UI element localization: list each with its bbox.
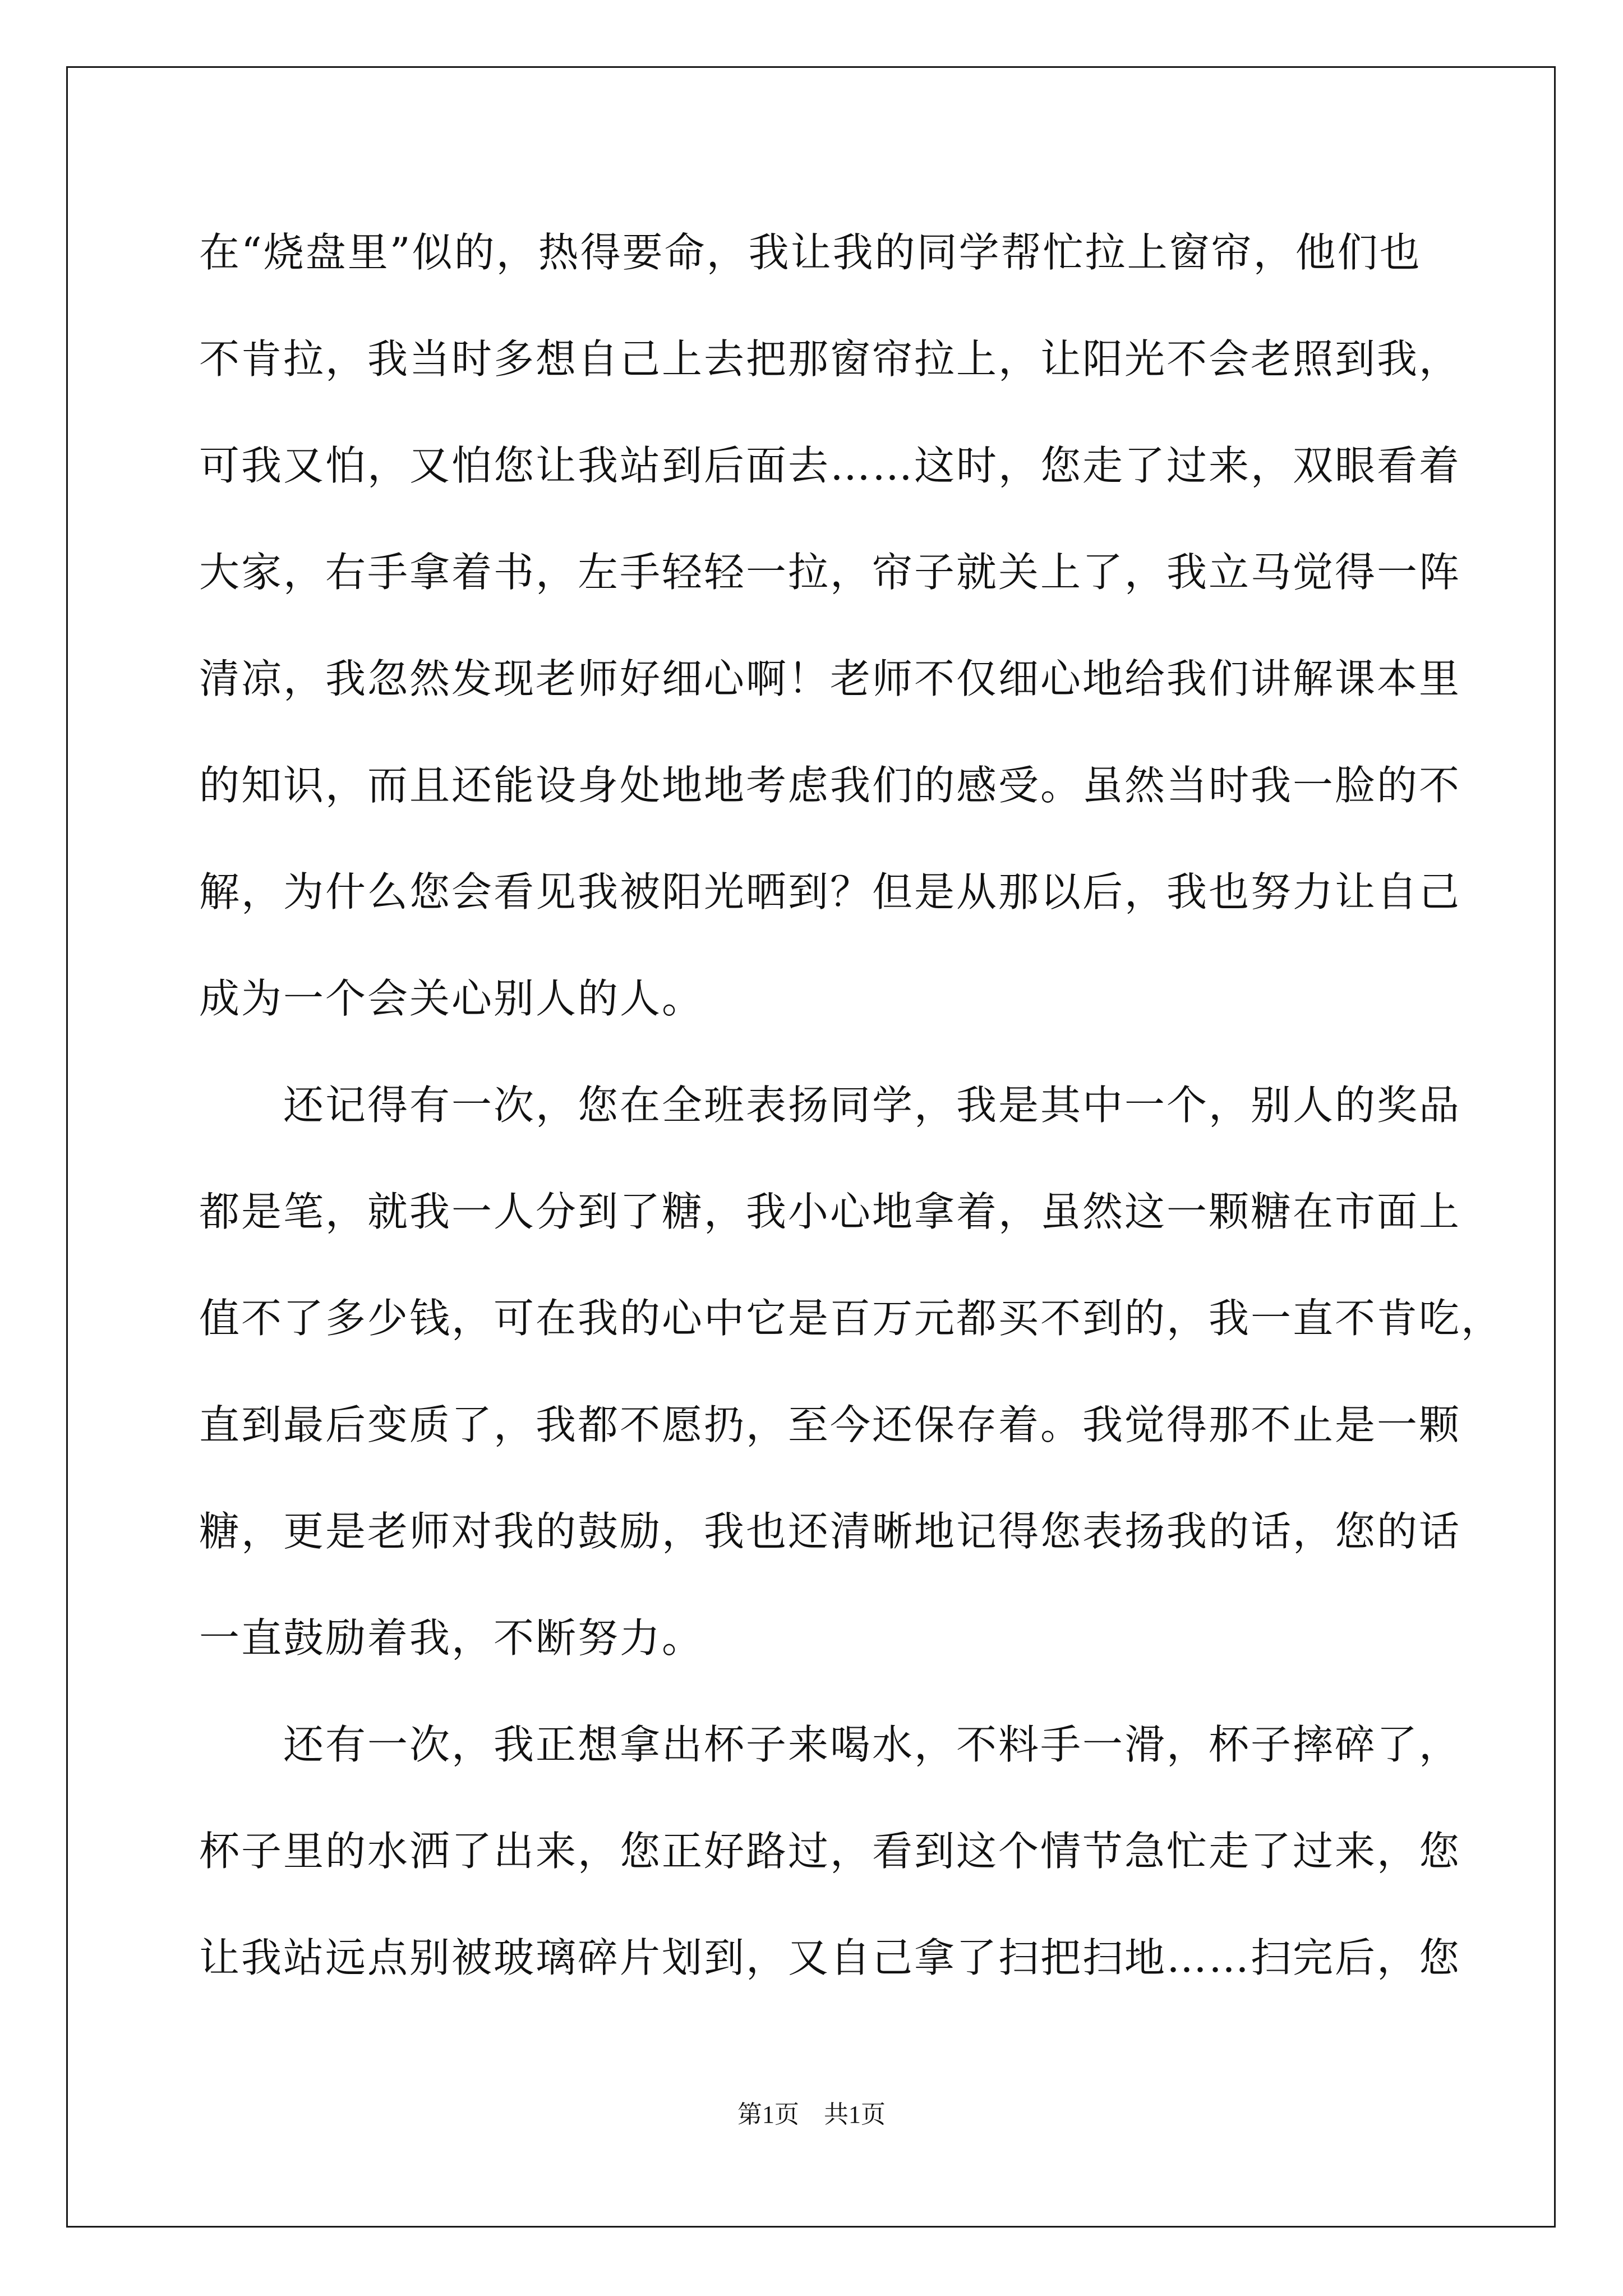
text-line: 成为一个会关心别人的人。 [199, 975, 704, 1022]
text-line: 的知识，而且还能设身处地地考虑我们的感受。虽然当时我一脸的不 [199, 762, 1461, 809]
text-line: 在“烧盘里”似的，热得要命，我让我的同学帮忙拉上窗帘，他们也 [199, 229, 1422, 276]
page-number: 第1页 共1页 [737, 2101, 886, 2128]
document-body [199, 199, 1504, 2011]
text-line: 不肯拉，我当时多想自己上去把那窗帘拉上，让阳光不会老照到我， [199, 335, 1461, 383]
text-line: 值不了多少钱，可在我的心中它是百万元都买不到的，我一直不肯吃， [199, 1295, 1504, 1342]
text-line: 解，为什么您会看见我被阳光晒到？但是从那以后，我也努力让自己 [199, 868, 1461, 915]
text-line: 清凉，我忽然发现老师好细心啊！老师不仅细心地给我们讲解课本里 [199, 655, 1461, 702]
text-line: 让我站远点别被玻璃碎片划到，又自己拿了扫把扫地……扫完后，您 [199, 1934, 1461, 1981]
text-line: 还有一次，我正想拿出杯子来喝水，不料手一滑，杯子摔碎了， [199, 1721, 1461, 1768]
text-line: 还记得有一次，您在全班表扬同学，我是其中一个，别人的奖品 [199, 1082, 1461, 1129]
text-line: 可我又怕，又怕您让我站到后面去……这时，您走了过来，双眼看着 [199, 442, 1461, 489]
text-line: 一直鼓励着我，不断努力。 [199, 1614, 704, 1662]
text-line: 杯子里的水洒了出来，您正好路过，看到这个情节急忙走了过来，您 [199, 1828, 1461, 1875]
text-line: 糖，更是老师对我的鼓励，我也还清晰地记得您表扬我的话，您的话 [199, 1508, 1461, 1555]
text-line: 直到最后变质了，我都不愿扔，至今还保存着。我觉得那不止是一颗 [199, 1401, 1461, 1448]
text-line: 都是笔，就我一人分到了糖，我小心地拿着，虽然这一颗糖在市面上 [199, 1188, 1461, 1235]
text-line: 大家，右手拿着书，左手轻轻一拉，帘子就关上了，我立马觉得一阵 [199, 549, 1461, 596]
